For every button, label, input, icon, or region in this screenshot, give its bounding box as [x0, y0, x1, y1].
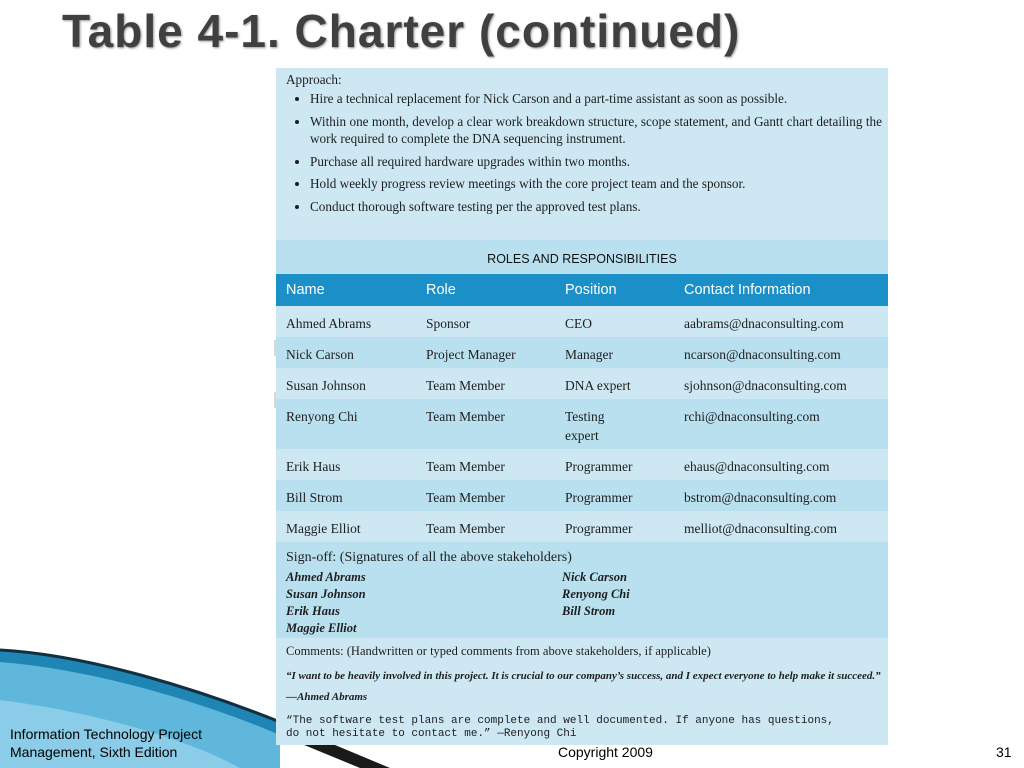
cell-contact: sjohnson@dnaconsulting.com [684, 378, 847, 393]
cell-position: CEO [565, 316, 592, 331]
cell-role: Team Member [426, 490, 505, 505]
cell-role: Team Member [426, 378, 505, 393]
comments-title: Comments: (Handwritten or typed comments from above stakeholders, if applicable) [286, 644, 711, 658]
signature: Nick Carson [562, 570, 627, 584]
cell-role: Project Manager [426, 347, 516, 362]
copyright-text: Copyright 2009 [558, 744, 653, 760]
cell-position: Manager [565, 347, 613, 362]
signature: Ahmed Abrams [286, 570, 366, 584]
table-row [276, 306, 888, 337]
cell-contact: melliot@dnaconsulting.com [684, 521, 838, 536]
footer-book-title [10, 725, 202, 761]
cell-contact: rchi@dnaconsulting.com [684, 409, 820, 424]
page-number: 31 [996, 744, 1012, 760]
cell-name: Maggie Elliot [286, 521, 361, 536]
roles-band [276, 240, 888, 274]
table-row [276, 511, 888, 542]
table-row [276, 399, 888, 449]
cell-role: Sponsor [426, 316, 471, 331]
cell-position: DNA expert [565, 378, 631, 393]
approach-bullet: • Hire a technical replacement for Nick Carson and a part-time assistant as soon as possible. [310, 90, 882, 108]
header-name: Name [286, 282, 325, 298]
approach-bullet: • Within one month, develop a clear work breakdown structure, scope statement, and Gantt chart detailing the work required to complete the DNA sequencing instrument. [310, 113, 882, 148]
comment-quote [286, 715, 886, 741]
approach-list [286, 90, 882, 215]
header-position: Position [565, 282, 617, 298]
approach-bullet: • Hold weekly progress review meetings with the core project team and the sponsor. [310, 175, 882, 193]
table-row [276, 449, 888, 480]
cell-name: Nick Carson [286, 347, 354, 362]
cell-role: Team Member [426, 459, 505, 474]
signature: Maggie Elliot [286, 621, 357, 635]
cell-name: Susan Johnson [286, 378, 366, 393]
cell-contact: aabrams@dnaconsulting.com [684, 316, 844, 331]
footer-line: Management, Sixth Edition [10, 744, 178, 760]
table-row [276, 337, 888, 368]
header-contact: Contact Information [684, 282, 811, 298]
signature: Bill Strom [562, 604, 616, 618]
cell-name: Bill Strom [286, 490, 343, 505]
cell-role: Team Member [426, 409, 505, 424]
cell-role: Team Member [426, 521, 505, 536]
cell-name: Ahmed Abrams [286, 316, 372, 331]
cell-contact: ehaus@dnaconsulting.com [684, 459, 830, 474]
cell-position: Programmer [565, 490, 633, 505]
cell-contact: bstrom@dnaconsulting.com [684, 490, 837, 505]
charter-table [276, 68, 888, 745]
signature: Renyong Chi [562, 587, 630, 601]
footer-line: Information Technology Project [10, 726, 202, 742]
cell-name: Renyong Chi [286, 409, 358, 424]
signature: Susan Johnson [286, 587, 366, 601]
slide-title: Table 4-1. Charter (continued) [62, 5, 741, 57]
approach-section [286, 72, 882, 220]
table-row [276, 368, 888, 399]
comments-section [276, 638, 888, 745]
comment-quote: “I want to be heavily involved in this project. It is crucial to our company’s success, and I expect everyone to help make it succeed.” —Ahmed Abrams [286, 670, 881, 703]
cell-position: Testing expert [565, 409, 605, 443]
cell-contact: ncarson@dnaconsulting.com [684, 347, 841, 362]
comment-quote-line: do not hesitate to contact me.” —Renyong Chi [286, 728, 577, 740]
comment-quote-line: “The software test plans are complete and well documented. If anyone has questions, [286, 715, 834, 727]
cell-position: Programmer [565, 521, 633, 536]
signature: Erik Haus [286, 604, 340, 618]
approach-bullet: • Purchase all required hardware upgrades within two months. [310, 153, 882, 171]
roles-title: ROLES AND RESPONSIBILITIES [487, 252, 677, 266]
roles-header-row [276, 274, 888, 306]
cell-position: Programmer [565, 459, 633, 474]
approach-heading: Approach: [286, 72, 342, 87]
approach-bullet: • Conduct thorough software testing per the approved test plans. [310, 198, 882, 216]
cell-name: Erik Haus [286, 459, 341, 474]
table-row [276, 480, 888, 511]
header-role: Role [426, 282, 456, 298]
signoff-section [276, 542, 888, 638]
signoff-title: Sign-off: (Signatures of all the above stakeholders) [286, 550, 572, 565]
